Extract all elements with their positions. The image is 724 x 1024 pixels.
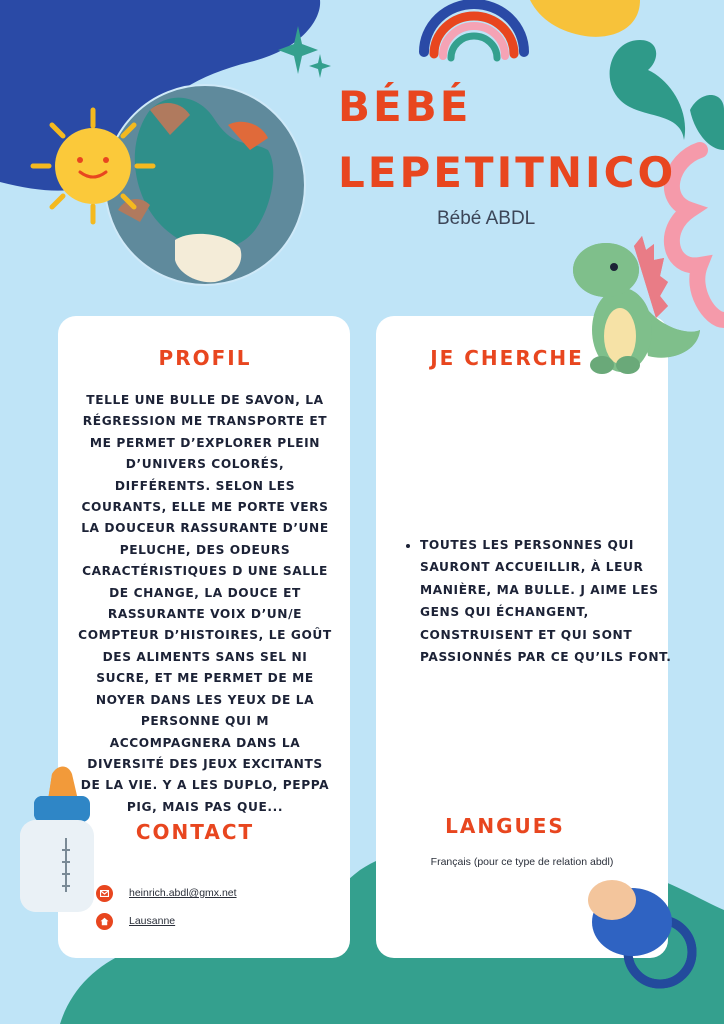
profile-photo — [105, 85, 305, 285]
langues-text: Français (pour ce type de relation abdl) — [430, 856, 614, 868]
location-link[interactable]: Lausanne — [129, 915, 176, 927]
profil-heading: PROFIL — [158, 346, 252, 370]
langues-heading: LANGUES — [445, 814, 565, 838]
cherche-heading: JE CHERCHE — [430, 346, 584, 370]
email-link[interactable]: heinrich.abdl@gmx.net — [129, 887, 237, 899]
page-title-line2: LEPETITNICO — [338, 148, 677, 197]
sun-icon — [33, 110, 153, 222]
pink-squiggle — [672, 150, 724, 320]
contact-heading: CONTACT — [135, 820, 255, 844]
leaf-decoration-icon — [610, 40, 724, 150]
contact-email-row — [96, 884, 237, 902]
contact-location-row — [96, 912, 175, 930]
rainbow-icon — [424, 4, 524, 58]
list-item: • TOUTES LES PERSONNES QUI SAURONT ACCUEILLIR, À LEUR MANIÈRE, MA BULLE. J AIME LES GENS QUI ÉCHANGENT, CONSTRUISENT ET QUI SONT PASSIONNÉS PAR CE QU’ILS FONT. — [420, 534, 672, 668]
home-icon — [96, 913, 113, 930]
yellow-blob — [530, 0, 640, 37]
cherche-list — [400, 534, 672, 668]
page-subtitle: Bébé ABDL — [437, 208, 536, 229]
sparkle-icon — [309, 54, 331, 78]
profil-text: TELLE UNE BULLE DE SAVON, LA RÉGRESSION ME TRANSPORTE ET ME PERMET D’EXPLORER PLEIN D’UNIVERS COLORÉS, DIFFÉRENTS. SELON LES COURANTS, ELLE ME PORTE VERS LA DOUCEUR RASSURANTE D’UNE PELUCHE, DES ODEURS CARACTÉRISTIQUES D UNE SALLE DE CHANGE, LA DOUCE ET RASSURANTE VOIX D’UN/E COMPTEUR D’HISTOIRES, LE GOÛT DES ALIMENTS SANS SEL NI SUCRE, ET ME PERMET DE ME NOYER DANS LES YEUX DE LA PERSONNE QUI M ACCOMPAGNERA DANS LA DIVERSITÉ DES JEUX EXCITANTS DE LA VIE. Y A LES DUPLO, PEPPA PIG, MAIS PAS QUE... — [78, 393, 332, 814]
page-title-line1: BÉBÉ — [338, 82, 472, 131]
mail-icon — [96, 885, 113, 902]
